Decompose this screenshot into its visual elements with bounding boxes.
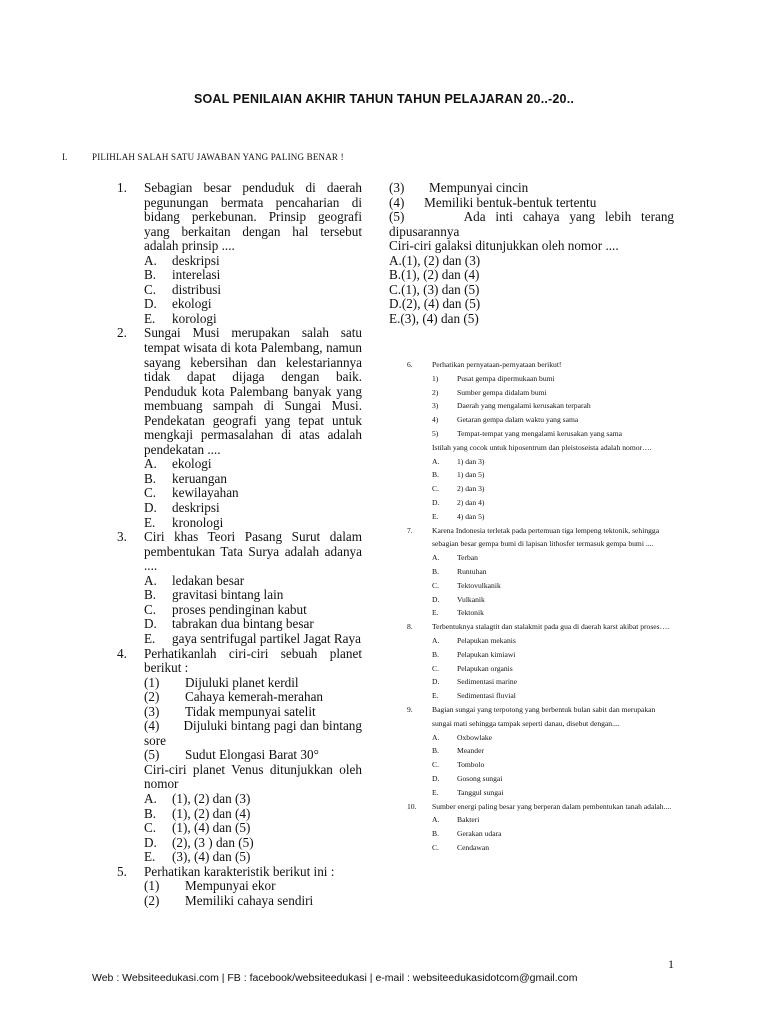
answer-option [117,617,362,632]
option-text: (1), (2) dan (3) [172,790,251,806]
answer-option [117,268,362,283]
answer-option: D.(2), (4) dan (5) [389,296,481,312]
option-letter: D. [144,296,157,312]
option-text: Sedimentasi fluvial [457,691,516,701]
answer-option [117,632,362,647]
option-text: 1) dan 5) [457,470,485,480]
section-number: I. [62,152,68,162]
option-letter: E. [144,630,156,646]
option-text: proses pendinginan kabut [172,601,307,617]
option-text: ekologi [172,296,212,312]
option-letter: A. [432,732,440,742]
answer-option [432,565,677,579]
question-prompt: Ciri-ciri planet Venus ditunjukkan oleh nomor [144,761,362,792]
option-text: 2) dan 4) [457,497,485,507]
statement-text: Dijuluki bintang pagi dan bintang sore [144,718,362,748]
option-letter: E. [144,310,156,326]
question-2 [117,326,362,457]
question-stem: Ciri khas Teori Pasang Surut dalam pembentukan Tata Surya adalah adanya .... [144,529,362,574]
option-text: Runtuhan [457,566,487,576]
option-letter: C. [144,601,157,617]
question-number: 3. [117,529,127,545]
option-letter: A. [432,456,440,466]
answer-option [117,254,362,269]
option-letter: D. [144,834,157,850]
statement-text: Getaran gempa dalam waktu yang sama [457,415,579,425]
answer-option [432,731,677,745]
option-text: Bakteri [457,815,480,825]
answer-option [432,744,677,758]
answer-option [117,850,362,865]
option-text: (2), (3 ) dan (5) [172,834,254,850]
option-text: Tanggul sungai [457,787,504,797]
answer-option [117,821,362,836]
statement-item [432,372,677,386]
answer-option [117,457,362,472]
option-text: ledakan besar [172,572,245,588]
option-text: kronologi [172,514,224,530]
question-3 [117,530,362,574]
statement-text: Dijuluki planet kerdil [185,674,299,690]
question-number: 2. [117,325,127,341]
question-6 [407,358,677,372]
page-title: SOAL PENILAIAN AKHIR TAHUN TAHUN PELAJARAN 20..-20.. [193,92,575,106]
option-text: Gerakan udara [457,829,502,839]
question-10 [407,800,677,814]
option-letter: E. [432,608,439,618]
statement-item [432,413,677,427]
question-4 [117,647,362,792]
question-9 [407,703,677,731]
option-letter: A. [144,456,157,472]
answer-option [432,634,677,648]
option-text: Pelapukan mekanis [457,635,516,645]
answer-option [432,606,677,620]
statement-text: Memiliki bentuk-bentuk tertentu [424,194,597,210]
statement-item [432,386,677,400]
question-stem: Sungai Musi merupakan salah satu tempat wisata di kota Palembang, namun sayang kebersihan dan kelestariannya tidak dapat dijaga dengan baik. Penduduk kota Palembang banyak yang membuang sampah di Sungai Musi. Pendekatan geografi yang tepat untuk mengkaji permasalahan di atas adalah pendekatan .... [144,325,362,457]
option-text: 4) dan 5) [457,511,485,521]
option-text: korologi [172,310,217,326]
option-letter: B. [432,470,439,480]
statement-number: 4) [432,415,439,425]
option-letter: A. [144,790,157,806]
option-letter: B. [432,566,439,576]
answer-option [432,813,677,827]
option-letter: C. [144,281,157,297]
question-stem: Terbentuknya stalagtit dan stalakmit pada gua di daerah karst akibat proses…. [432,622,670,632]
answer-option [432,841,677,855]
question-body [144,865,362,909]
answer-option [432,689,677,703]
option-letter: B. [432,829,439,839]
statement-text: Daerah yang mengalami kerusakan terparah [457,401,591,411]
question-number: 7. [407,525,413,535]
answer-option [117,603,362,618]
statement-item [432,427,677,441]
statement-text: Sumber gempa didalam bumi [457,387,547,397]
statement-item [432,399,677,413]
answer-option [432,593,677,607]
option-text: keruangan [172,470,227,486]
question-stem: Bagian sungai yang terpotong yang berbentuk bulan sabit dan merupakan sungai mati sehingga tampak seperti danau, disebut dengan.... [432,704,656,728]
option-letter: D. [144,500,157,516]
statement-number: (5) [389,209,405,225]
option-letter: C. [432,760,439,770]
option-letter: B. [432,649,439,659]
statement-text: Mempunyai cincin [429,180,529,195]
option-letter: B. [432,746,439,756]
answer-option [117,501,362,516]
option-letter: C. [144,820,157,836]
option-letter: A. [144,572,157,588]
question-1 [117,181,362,254]
answer-option [432,579,677,593]
option-text: Tombolo [457,760,485,770]
question-number: 4. [117,645,127,661]
option-letter: E. [432,691,439,701]
left-column [117,181,362,908]
answer-option [117,516,362,531]
statement-number: (2) [144,892,160,908]
question-stem: Perhatikan karakteristik berikut ini : [144,863,335,879]
statement-item [144,719,362,748]
statement-text: Mempunyai ekor [185,878,276,894]
option-text: Cendawan [457,842,490,852]
option-letter: D. [432,677,440,687]
option-letter: B. [144,267,157,283]
option-letter: E. [432,787,439,797]
question-8 [407,620,677,634]
option-text: interelasi [172,267,221,283]
option-letter: D. [432,773,440,783]
option-text: Meander [457,746,484,756]
statement-number: 2) [432,387,439,397]
statement-text: Memiliki cahaya sendiri [185,892,314,908]
option-letter: C. [432,484,439,494]
option-text: Tektonik [457,608,484,618]
statement-number: (5) [144,747,160,763]
question-body [144,647,362,792]
statement-number: 5) [432,428,439,438]
section-instruction: PILIHLAH SALAH SATU JAWABAN YANG PALING BENAR ! [92,152,344,162]
option-text: Oxbowlake [457,732,493,742]
statement-item [144,748,362,763]
option-text: deskripsi [172,500,220,516]
answer-option [432,675,677,689]
question-5 [117,865,362,909]
answer-option [117,574,362,589]
option-text: Vulkanik [457,594,485,604]
answer-option [117,836,362,851]
question-prompt: Istilah yang cocok untuk hiposentrum dan pleistoseista adalah nomor…. [432,442,652,452]
option-letter: C. [432,580,439,590]
option-letter: A. [432,815,440,825]
question-stem: Karena Indonesia terletak pada pertemuan tiga lempeng tektonik, sehingga sebagian besar gempa bumi di lapisan lithosfer termasuk gempa bumi .... [432,525,660,549]
option-text: Terban [457,553,478,563]
answer-option: C.(1), (3) dan (5) [389,281,480,297]
option-text: ekologi [172,456,212,472]
option-text: Sedimentasi marine [457,677,518,687]
answer-option [432,510,677,524]
answer-option [432,482,677,496]
answer-option [117,283,362,298]
question-number: 5. [117,863,127,879]
answer-option [117,312,362,327]
option-letter: A. [432,553,440,563]
statement-item [389,181,674,196]
answer-option [432,827,677,841]
option-text: Tektovulkanik [457,580,501,590]
option-text: tabrakan dua bintang besar [172,616,314,632]
question-number: 9. [407,704,413,714]
question-stem: Perhatikanlah ciri-ciri sebuah planet berikut : [144,645,362,676]
option-letter: E. [144,849,156,865]
answer-option [432,662,677,676]
statement-number: 1) [432,373,439,383]
right-column-continuation [389,181,674,326]
statement-number: (1) [144,878,160,894]
section-heading [62,152,344,162]
option-text: gaya sentrifugal partikel Jagat Raya [172,630,361,646]
answer-option [117,807,362,822]
question-number: 6. [407,360,413,369]
answer-option [117,486,362,501]
option-letter: D. [144,616,157,632]
footer: Web : Websiteedukasi.com | FB : facebook/websiteedukasi | e-mail : websiteedukasidotcom@gmail.com [92,972,578,984]
statement-text: Ada inti cahaya yang lebih terang dipusarannya [389,209,675,239]
answer-option [432,786,677,800]
statement-item [389,196,674,211]
answer-option: E.(3), (4) dan (5) [389,310,479,326]
statement-item [144,676,362,691]
option-letter: E. [144,514,156,530]
statement-number: (4) [144,718,160,734]
option-letter: A. [432,635,440,645]
option-text: deskripsi [172,252,220,268]
statement-text: Cahaya kemerah-merahan [185,689,324,705]
statement-number: (3) [389,180,405,195]
option-text: gravitasi bintang lain [172,587,284,603]
option-letter: A. [144,252,157,268]
statement-number: (1) [144,674,160,690]
option-letter: B. [144,587,157,603]
option-text: 1) dan 3) [457,456,485,466]
option-letter: C. [432,663,439,673]
question-7 [407,524,677,552]
answer-option [432,648,677,662]
question-number: 10. [407,801,417,811]
option-text: Pelapukan organis [457,663,513,673]
statement-number: (3) [144,703,160,719]
statement-item [144,690,362,705]
answer-option [432,455,677,469]
option-text: (1), (4) dan (5) [172,820,251,836]
answer-option: B.(1), (2) dan (4) [389,267,480,283]
statement-number: (2) [144,689,160,705]
answer-option [432,772,677,786]
option-letter: B. [144,805,157,821]
option-text: kewilayahan [172,485,239,501]
answer-option [432,468,677,482]
option-text: (3), (4) dan (5) [172,849,251,865]
question-stem: Sebagian besar penduduk di daerah pegunungan bermata pencaharian di bidang perkebunan. Prinsip geografi yang berkaitan dengan hal tersebut adalah prinsip .... [144,180,362,254]
question-number: 1. [117,180,127,195]
statement-text: Sudut Elongasi Barat 30° [185,747,319,763]
answer-option [432,551,677,565]
option-letter: C. [144,485,157,501]
option-text: (1), (2) dan (4) [172,805,251,821]
statement-text: Tempat-tempat yang mengalami kerusakan yang sama [457,428,622,438]
option-text: Pelapukan kimiawi [457,649,516,659]
answer-option: A.(1), (2) dan (3) [389,252,481,268]
option-letter: B. [144,470,157,486]
answer-option [432,758,677,772]
answer-option [117,472,362,487]
statement-text: Tidak mempunyai satelit [185,703,316,719]
option-text: 2) dan 3) [457,484,485,494]
statement-item [144,879,362,894]
question-stem: Perhatikan pernyataan-pernyataan berikut! [432,360,562,369]
option-letter: E. [432,511,439,521]
option-text: distribusi [172,281,222,297]
question-prompt: Ciri-ciri galaksi ditunjukkan oleh nomor .... [389,238,619,254]
page-number: 1 [668,957,674,971]
question-number: 8. [407,622,413,632]
option-letter: C. [432,842,439,852]
statement-text: Pusat gempa dipermukaan bumi [457,373,555,383]
question-stem: Sumber energi paling besar yang berperan dalam pembentukan tanah adalah.... [432,801,672,811]
statement-item [144,894,362,909]
statement-item [144,705,362,720]
right-column-small [407,358,677,855]
statement-number: (4) [389,194,405,210]
answer-option [117,297,362,312]
option-text: Gosong sungai [457,773,503,783]
answer-option [117,588,362,603]
statement-number: 3) [432,401,439,411]
option-letter: D. [432,594,440,604]
answer-option [117,792,362,807]
option-letter: D. [432,497,440,507]
statement-item [389,210,674,239]
answer-option [432,496,677,510]
